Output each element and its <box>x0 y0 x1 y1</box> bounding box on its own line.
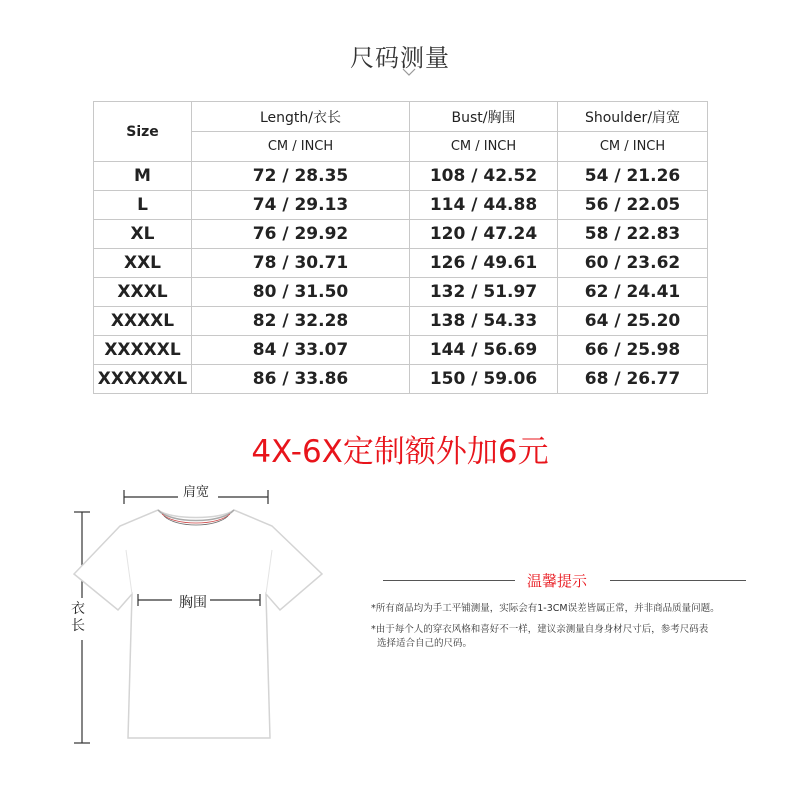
length-cell: 72 / 28.35 <box>192 162 410 191</box>
shoulder-cell: 64 / 25.20 <box>558 307 708 336</box>
divider <box>383 580 515 581</box>
table-row <box>94 336 708 365</box>
tip-line: *所有商品均为手工平铺测量，实际会有1-3CM误差皆属正常，并非商品质量问题。 <box>371 603 720 614</box>
size-cell: M <box>94 162 192 191</box>
shoulder-cell: 68 / 26.77 <box>558 365 708 394</box>
unit-label: CM / INCH <box>558 132 708 162</box>
bust-column-header: Bust/胸围 <box>410 102 558 132</box>
bust-cell: 138 / 54.33 <box>410 307 558 336</box>
length-cell: 76 / 29.92 <box>192 220 410 249</box>
length-cell: 78 / 30.71 <box>192 249 410 278</box>
table-row <box>94 220 708 249</box>
size-cell: XL <box>94 220 192 249</box>
size-cell: XXL <box>94 249 192 278</box>
size-cell: L <box>94 191 192 220</box>
bust-cell: 114 / 44.88 <box>410 191 558 220</box>
size-cell: XXXL <box>94 278 192 307</box>
length-cell: 86 / 33.86 <box>192 365 410 394</box>
size-cell: XXXXL <box>94 307 192 336</box>
tip-line: 选择适合自己的尺码。 <box>371 638 473 649</box>
shoulder-cell: 56 / 22.05 <box>558 191 708 220</box>
table-row <box>94 191 708 220</box>
table-row <box>94 278 708 307</box>
length-label: 衣长 <box>71 601 85 634</box>
shoulder-label: 肩宽 <box>183 485 210 500</box>
table-header-row <box>94 102 708 132</box>
bust-cell: 126 / 49.61 <box>410 249 558 278</box>
size-cell: XXXXXL <box>94 336 192 365</box>
tips-title: 温馨提示 <box>527 572 588 590</box>
shoulder-column-header: Shoulder/肩宽 <box>558 102 708 132</box>
bust-cell: 132 / 51.97 <box>410 278 558 307</box>
chevron-down-icon <box>402 68 416 76</box>
shoulder-cell: 58 / 22.83 <box>558 220 708 249</box>
bust-cell: 120 / 47.24 <box>410 220 558 249</box>
length-cell: 82 / 32.28 <box>192 307 410 336</box>
table-row <box>94 307 708 336</box>
table-row <box>94 365 708 394</box>
size-cell: XXXXXXL <box>94 365 192 394</box>
length-cell: 80 / 31.50 <box>192 278 410 307</box>
shoulder-cell: 62 / 24.41 <box>558 278 708 307</box>
shoulder-cell: 60 / 23.62 <box>558 249 708 278</box>
surcharge-note: 4X-6X定制额外加6元 <box>251 434 549 470</box>
page-title: 尺码测量 <box>350 44 450 72</box>
bust-cell: 144 / 56.69 <box>410 336 558 365</box>
bust-label: 胸围 <box>179 595 207 611</box>
bust-cell: 150 / 59.06 <box>410 365 558 394</box>
table-row <box>94 249 708 278</box>
bust-cell: 108 / 42.52 <box>410 162 558 191</box>
shoulder-cell: 66 / 25.98 <box>558 336 708 365</box>
tip-line: *由于每个人的穿衣风格和喜好不一样，建议亲测量自身身材尺寸后，参考尺码表 <box>371 624 709 635</box>
length-column-header: Length/衣长 <box>192 102 410 132</box>
length-cell: 84 / 33.07 <box>192 336 410 365</box>
shoulder-cell: 54 / 21.26 <box>558 162 708 191</box>
unit-label: CM / INCH <box>192 132 410 162</box>
divider <box>610 580 746 581</box>
unit-label: CM / INCH <box>410 132 558 162</box>
size-table <box>93 101 708 394</box>
length-cell: 74 / 29.13 <box>192 191 410 220</box>
tshirt-shape <box>74 510 322 738</box>
size-column-header: Size <box>94 102 192 162</box>
table-row <box>94 162 708 191</box>
